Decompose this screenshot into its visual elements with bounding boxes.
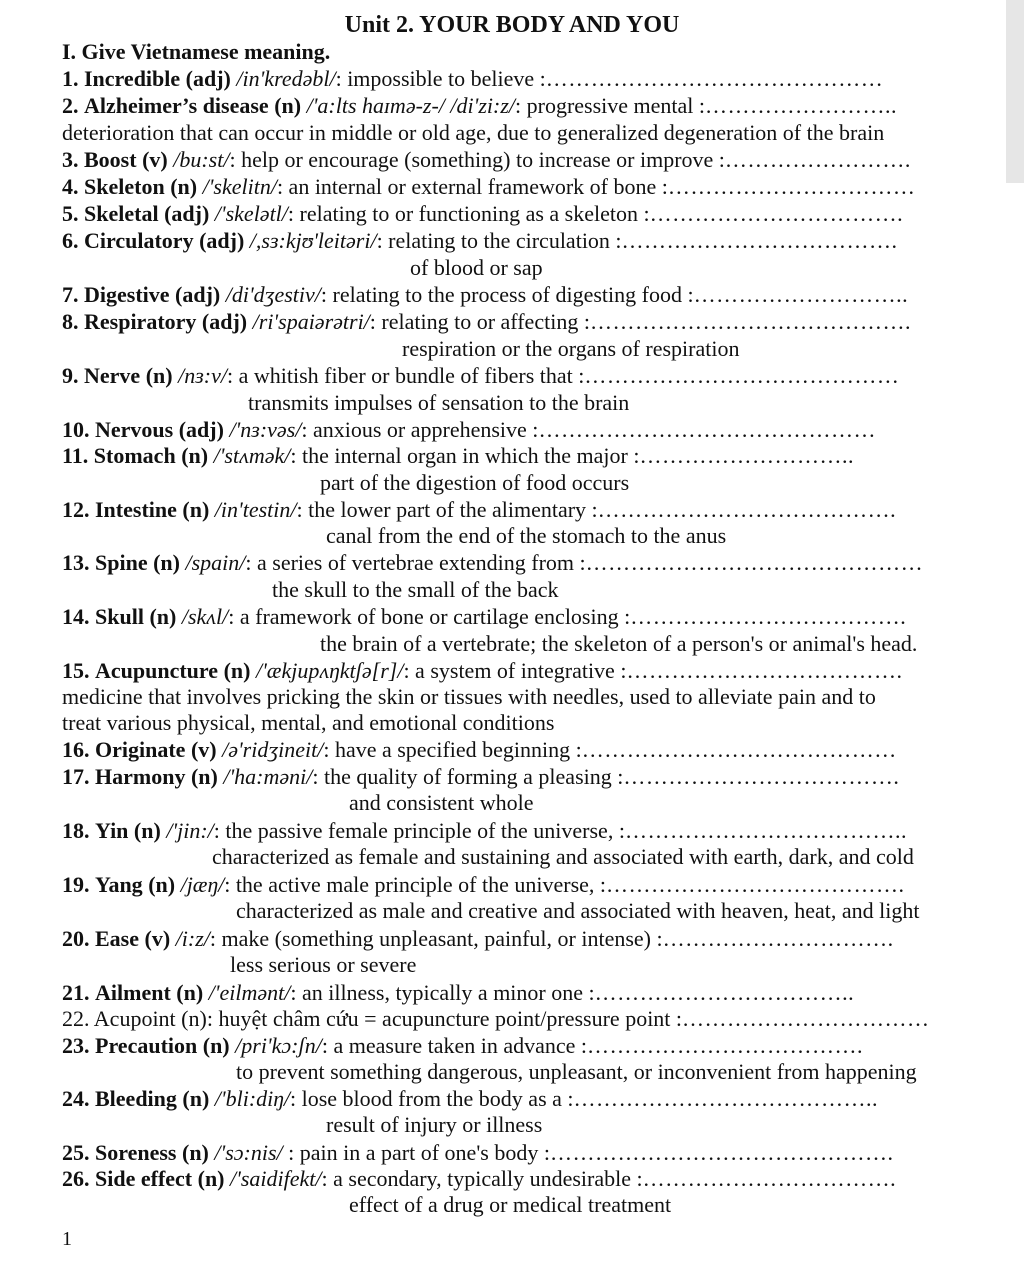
entry-number: 22. [62, 1006, 90, 1031]
entry-definition-continued: transmits impulses of sensation to the brain [248, 390, 630, 415]
entry-definition: : a whitish fiber or bundle of fibers that : [226, 363, 585, 388]
entry-definition: : the passive female principle of the universe, : [213, 818, 625, 843]
entry-definition: : the active male principle of the universe, : [224, 872, 607, 897]
answer-blank: ……………………….. [639, 443, 854, 468]
entry-definition: : a secondary, typically undesirable : [321, 1166, 643, 1191]
entry-number: 8. [62, 309, 79, 334]
entry-pos: (adj) [201, 309, 248, 334]
entry-pos: (n) [149, 604, 177, 629]
page-title: Unit 2. YOUR BODY AND YOU [344, 12, 680, 38]
vocab-entry-16 [62, 737, 897, 763]
vocab-entry-17 [62, 764, 899, 790]
entry-number: 20. [62, 926, 90, 951]
answer-blank: …………………………………… [584, 363, 900, 388]
entry-pos: (adj) [175, 282, 221, 307]
answer-blank: …………………………. [662, 926, 894, 951]
entry-ipa: /'eilmənt/ [208, 980, 291, 1005]
entry-ipa: /'skelətl/ [214, 201, 288, 226]
entry-pos: (n) [202, 1033, 230, 1058]
entry-definition-continued: effect of a drug or medical treatment [349, 1192, 672, 1217]
entry-ipa: /ri'spaiərətri/ [252, 309, 370, 334]
entry-word: Skeleton [84, 174, 165, 199]
entry-number: 17. [62, 764, 90, 789]
answer-blank: ……………………………………… [545, 66, 884, 91]
entry-definition: : help or encourage (something) to increase or improve : [229, 147, 725, 172]
entry-word: Circulatory [84, 228, 194, 253]
entry-ipa: /jæŋ/ [180, 872, 225, 897]
entry-word: Ailment [95, 980, 171, 1005]
entry-pos: (adj) [178, 417, 224, 442]
entry-word: Nervous [95, 417, 174, 442]
entry-word: Precaution [95, 1033, 198, 1058]
vocab-entry-1 [62, 66, 883, 92]
answer-blank: ………………………………. [587, 1033, 864, 1058]
entry-word: Soreness [95, 1140, 177, 1165]
entry-definition-continued: of blood or sap [410, 255, 543, 280]
entry-definition: : relating to or affecting : [369, 309, 590, 334]
entry-pos: (adj) [164, 201, 210, 226]
entry-number: 25. [62, 1140, 90, 1165]
vocab-entry-11 [62, 443, 854, 469]
entry-definition: : the lower part of the alimentary : [296, 497, 598, 522]
entry-word: Harmony [95, 764, 186, 789]
entry-pos: (n) [190, 764, 218, 789]
entry-number: 7. [62, 282, 79, 307]
vocab-entry-13 [62, 550, 923, 576]
entry-ipa: /'ækjupʌŋktʃə[r]/ [255, 658, 404, 683]
answer-blank: ……………………………………. [589, 309, 911, 334]
entry-number: 13. [62, 550, 90, 575]
vocab-entry-26 [62, 1166, 896, 1192]
entry-number: 21. [62, 980, 90, 1005]
entry-ipa: /'saidifekt/ [230, 1166, 322, 1191]
answer-blank: ……………………. [724, 147, 911, 172]
entry-number: 18. [62, 818, 90, 843]
entry-definition: : the internal organ in which the major : [290, 443, 640, 468]
entry-definition-continued: characterized as male and creative and associated with heaven, heat, and light [236, 898, 920, 923]
answer-blank: …………………………….. [594, 980, 855, 1005]
entry-pos: (n) [182, 497, 210, 522]
entry-word: Skull [95, 604, 144, 629]
page-number: 1 [62, 1228, 72, 1250]
vocab-entry-22 [62, 1006, 930, 1032]
entry-definition-continued: part of the digestion of food occurs [320, 470, 630, 495]
vocab-entry-2 [62, 93, 897, 119]
entry-pos: (n) [145, 363, 173, 388]
entry-number: 23. [62, 1033, 90, 1058]
entry-word: Incredible [84, 66, 181, 91]
entry-definition: : a framework of bone or cartilage enclosing : [228, 604, 631, 629]
entry-ipa: /'stʌmək/ [213, 443, 291, 468]
entry-text: Acupoint (n): huyệt châm cứu = acupuncture point/pressure point : [93, 1006, 683, 1031]
answer-blank: ………………………………. [623, 764, 900, 789]
entry-ipa: /i:z/ [175, 926, 210, 951]
answer-blank: ………………………………. [626, 658, 903, 683]
entry-definition: : anxious or apprehensive : [301, 417, 539, 442]
entry-number: 6. [62, 228, 79, 253]
entry-number: 5. [62, 201, 79, 226]
answer-blank: ……………………………………… [538, 417, 876, 442]
entry-number: 14. [62, 604, 90, 629]
entry-definition-continued: medicine that involves pricking the skin or tissues with needles, used to alleviate pain and to [62, 684, 876, 709]
entry-definition: : pain in a part of one's body : [282, 1140, 550, 1165]
entry-number: 1. [62, 66, 79, 91]
entry-ipa: /'nɜ:vəs/ [229, 417, 302, 442]
entry-number: 4. [62, 174, 79, 199]
entry-word: Nerve [84, 363, 141, 388]
answer-blank: ……………………….. [693, 282, 909, 307]
answer-blank: ……………………………………… [585, 550, 924, 575]
entry-word: Boost [84, 147, 137, 172]
vocab-entry-4 [62, 174, 915, 200]
entry-pos: (n) [170, 174, 198, 199]
entry-definition-continued: canal from the end of the stomach to the anus [326, 523, 727, 548]
vocab-entry-21 [62, 980, 854, 1006]
entry-number: 3. [62, 147, 79, 172]
entry-pos: (v) [190, 737, 217, 762]
vocab-entry-23 [62, 1033, 863, 1059]
entry-pos: (v) [142, 147, 168, 172]
entry-word: Originate [95, 737, 186, 762]
vocab-entry-3 [62, 147, 911, 173]
entry-definition-continued: to prevent something dangerous, unpleasant, or inconvenient from happening [236, 1059, 917, 1084]
entry-definition-continued: respiration or the organs of respiration [402, 336, 740, 361]
vocab-entry-18 [62, 818, 907, 844]
entry-definition: : impossible to believe : [335, 66, 546, 91]
answer-blank: ………………………………….. [573, 1086, 879, 1111]
vocab-entry-15 [62, 658, 902, 684]
entry-word: Respiratory [84, 309, 197, 334]
answer-blank: …………………………… [667, 174, 916, 199]
entry-ipa: /'skelitn/ [202, 174, 277, 199]
vocab-entry-19 [62, 872, 905, 898]
entry-pos: (n) [223, 658, 251, 683]
vocab-entry-10 [62, 417, 876, 443]
entry-word: Digestive [84, 282, 170, 307]
entry-ipa: /'bli:diŋ/ [214, 1086, 290, 1111]
entry-word: Stomach [93, 443, 176, 468]
entry-definition: : a series of vertebrae extending from : [245, 550, 586, 575]
entry-ipa: /,sɜ:kjʊ'leitəri/ [249, 228, 377, 253]
entry-ipa: /skʌl/ [181, 604, 229, 629]
entry-ipa: /in'testin/ [214, 497, 297, 522]
entry-pos: (n) [181, 443, 209, 468]
entry-pos: (n) [182, 1086, 210, 1111]
entry-definition: : an illness, typically a minor one : [290, 980, 595, 1005]
entry-definition: : make (something unpleasant, painful, or intense) : [209, 926, 663, 951]
entry-pos: (v) [144, 926, 171, 951]
entry-pos: (adj) [199, 228, 245, 253]
entry-word: Side effect [95, 1166, 193, 1191]
entry-definition-continued: deterioration that can occur in middle or old age, due to generalized degeneration of the brain [62, 120, 885, 145]
answer-blank: ………………………………. [621, 228, 898, 253]
entry-ipa: /'sɔ:nis/ [214, 1140, 283, 1165]
entry-pos: (n) [182, 1140, 209, 1165]
entry-pos: (n) [176, 980, 204, 1005]
entry-word: Acupuncture [95, 658, 219, 683]
entry-ipa: /ə'ridʒineit/ [222, 737, 324, 762]
entry-ipa: /'ha:məni/ [223, 764, 313, 789]
entry-number: 16. [62, 737, 90, 762]
entry-word: Skeletal [84, 201, 159, 226]
entry-number: 26. [62, 1166, 90, 1191]
entry-word: Intestine [95, 497, 177, 522]
vocab-entry-8 [62, 309, 911, 335]
entry-ipa: /di'dʒestiv/ [225, 282, 321, 307]
section-heading: I. Give Vietnamese meaning. [62, 39, 331, 64]
entry-word: Spine [95, 550, 148, 575]
vocab-entry-14 [62, 604, 906, 630]
vocab-entry-6 [62, 228, 898, 254]
entry-definition: : a measure taken in advance : [321, 1033, 588, 1058]
answer-blank: …………………………………. [597, 497, 897, 522]
answer-blank: ………………………………. [630, 604, 907, 629]
entry-number: 9. [62, 363, 79, 388]
entry-pos: (adj) [185, 66, 231, 91]
entry-ipa: /in'kredəbl/ [236, 66, 336, 91]
entry-word: Ease [95, 926, 139, 951]
answer-blank: ……………………………. [649, 201, 904, 226]
entry-ipa: /bu:st/ [173, 147, 230, 172]
entry-definition: : an internal or external framework of bone : [276, 174, 668, 199]
entry-definition-continued: the brain of a vertebrate; the skeleton of a person's or animal's head. [320, 631, 918, 656]
vocab-entry-25 [62, 1140, 893, 1166]
entry-ipa: /'jin:/ [166, 818, 214, 843]
entry-number: 2. [62, 93, 79, 118]
entry-definition: : progressive mental : [515, 93, 706, 118]
entry-definition-continued: treat various physical, mental, and emotional conditions [62, 710, 555, 735]
entry-number: 24. [62, 1086, 90, 1111]
entry-pos: (n) [133, 818, 161, 843]
entry-word: Yang [95, 872, 143, 897]
vocab-entry-20 [62, 926, 894, 952]
entry-definition: : relating to or functioning as a skeleton : [287, 201, 650, 226]
entry-pos: (n) [274, 93, 302, 118]
entry-definition: : a system of integrative : [403, 658, 627, 683]
entry-ipa: /'a:lts haɪmə-z-/ /di'zi:z/ [306, 93, 516, 118]
entry-definition-continued: the skull to the small of the back [272, 577, 559, 602]
scrollbar-track[interactable] [1006, 0, 1024, 1288]
entry-definition-continued: characterized as female and sustaining and associated with earth, dark, and cold [212, 844, 914, 869]
entry-ipa: /pri'kɔ:ʃn/ [235, 1033, 322, 1058]
entry-definition: : the quality of forming a pleasing : [312, 764, 624, 789]
entry-number: 12. [62, 497, 90, 522]
answer-blank: …………………………………… [581, 737, 897, 762]
entry-number: 10. [62, 417, 90, 442]
entry-word: Bleeding [95, 1086, 177, 1111]
entry-pos: (n) [197, 1166, 225, 1191]
vocab-entry-12 [62, 497, 896, 523]
answer-blank: ……………………………. [642, 1166, 897, 1191]
answer-blank: …………………………… [682, 1006, 930, 1031]
entry-definition: : relating to the circulation : [376, 228, 622, 253]
entry-definition-continued: result of injury or illness [326, 1112, 543, 1137]
entry-definition: : have a specified beginning : [323, 737, 582, 762]
entry-number: 15. [62, 658, 90, 683]
entry-word: Yin [95, 818, 129, 843]
answer-blank: ………………………………………. [549, 1140, 894, 1165]
vocab-entry-5 [62, 201, 903, 227]
entry-word: Alzheimer’s disease [84, 93, 269, 118]
entry-definition: : relating to the process of digesting food : [320, 282, 694, 307]
entry-ipa: /spain/ [185, 550, 246, 575]
entry-definition-continued: less serious or severe [230, 952, 417, 977]
answer-blank: …………………….. [705, 93, 898, 118]
vocab-entry-9 [62, 363, 899, 389]
entry-number: 19. [62, 872, 90, 897]
entry-ipa: /nɜ:v/ [178, 363, 227, 388]
entry-definition: : lose blood from the body as a : [290, 1086, 574, 1111]
entry-pos: (n) [153, 550, 180, 575]
entry-pos: (n) [148, 872, 176, 897]
answer-blank: …………………………………. [606, 872, 905, 897]
entry-number: 11. [62, 443, 89, 468]
entry-definition-continued: and consistent whole [349, 790, 534, 815]
answer-blank: ……………………………….. [624, 818, 907, 843]
vocab-entry-7 [62, 282, 908, 308]
vocab-entry-24 [62, 1086, 878, 1112]
